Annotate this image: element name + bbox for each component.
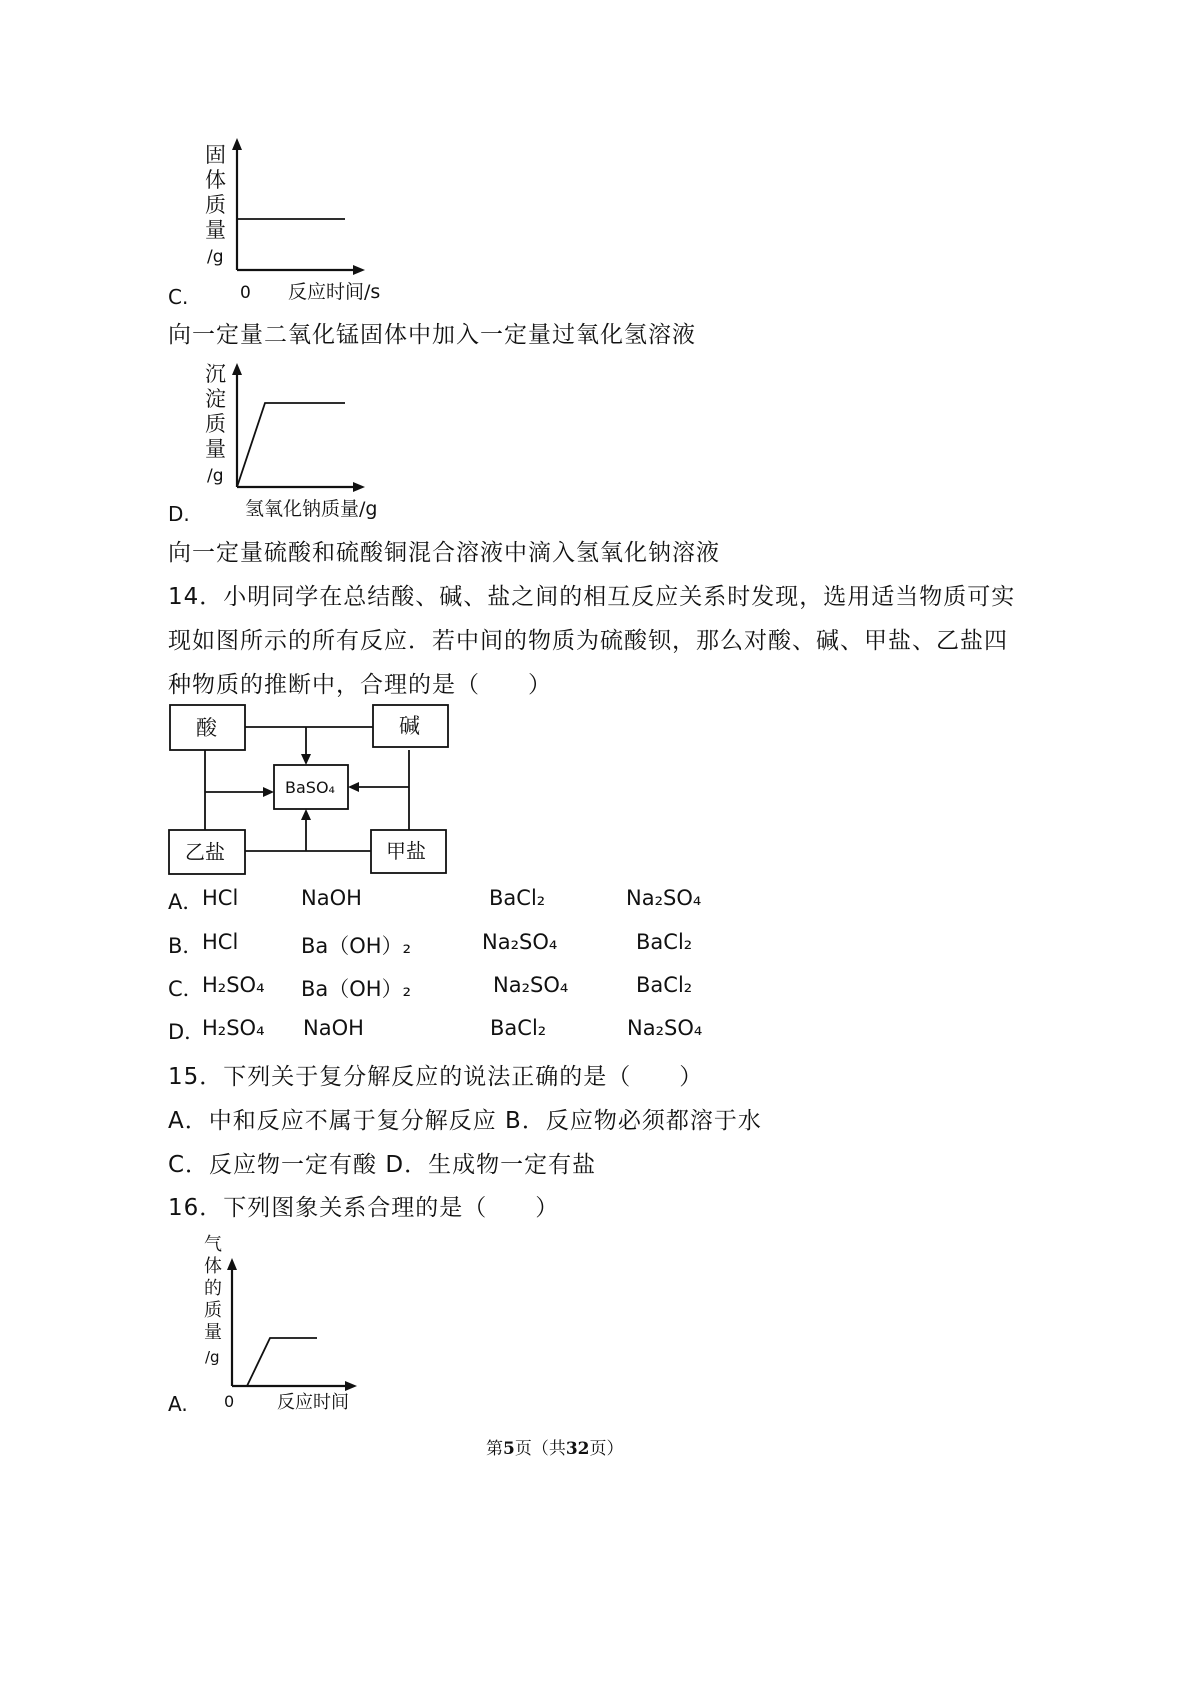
- q14-option-a-label: A．: [168, 890, 204, 914]
- q15-options-line-1[interactable]: A．中和反应不属于复分解反应 B．反应物必须都溶于水: [168, 1108, 762, 1134]
- footer-prefix: 第: [486, 1439, 503, 1459]
- arrow-top: [301, 754, 311, 765]
- footer-suffix: 页）: [589, 1439, 624, 1459]
- graph-d-y-arrow: [232, 363, 242, 375]
- svg-text:量: 量: [205, 437, 226, 461]
- graph-d-xlabel: 氢氧化钠质量/g: [245, 498, 378, 520]
- q14-option-a-acid: HCl: [202, 886, 239, 910]
- q14-option-c-label: C．: [168, 977, 204, 1001]
- q14-option-d-salt-a: BaCl₂: [490, 1016, 547, 1040]
- graph-c-description: 向一定量二氧化锰固体中加入一定量过氧化氢溶液: [168, 322, 696, 348]
- graph-d-description: 向一定量硫酸和硫酸铜混合溶液中滴入氢氧化钠溶液: [168, 540, 720, 566]
- q14-stem-line-3: 种物质的推断中，合理的是（ ）: [168, 672, 552, 698]
- graph-16a-origin: 0: [224, 1392, 235, 1411]
- graph-16a-x-arrow: [345, 1381, 357, 1391]
- graph-d-x-arrow: [353, 482, 365, 492]
- graph-c-y-arrow: [232, 138, 242, 150]
- q14-option-c-base: Ba（OH）₂: [301, 977, 412, 1001]
- svg-text:量: 量: [205, 218, 226, 242]
- graph-c: [195, 130, 435, 310]
- box-center-label: BaSO₄: [285, 778, 335, 797]
- q16-option-a-label: A.: [168, 1392, 188, 1416]
- arrow-left: [263, 787, 274, 797]
- graph-c-xlabel: 反应时间/s: [288, 281, 381, 303]
- graph-d: [195, 355, 435, 525]
- box-acid-label: 酸: [196, 716, 217, 740]
- svg-text:淀: 淀: [205, 387, 226, 411]
- footer-page-number: 5: [503, 1439, 515, 1459]
- graph-16a-curve: [247, 1338, 317, 1386]
- q14-option-c-acid: H₂SO₄: [202, 973, 265, 997]
- svg-text:质: 质: [204, 1300, 222, 1321]
- q14-option-c-salt-b: BaCl₂: [636, 973, 693, 997]
- graph-16a: [195, 1232, 385, 1422]
- graph-16a-y-arrow: [227, 1258, 237, 1270]
- svg-text:固: 固: [205, 143, 226, 167]
- q14-stem-line-2: 现如图所示的所有反应．若中间的物质为硫酸钡，那么对酸、碱、甲盐、乙盐四: [168, 628, 1008, 654]
- svg-text:质: 质: [205, 193, 226, 217]
- arrow-bottom: [301, 809, 311, 820]
- q14-option-b-salt-b: BaCl₂: [636, 930, 693, 954]
- page-footer: [486, 1434, 624, 1459]
- q16-stem: 16．下列图象关系合理的是（ ）: [168, 1195, 560, 1221]
- reaction-diagram: [165, 700, 460, 880]
- box-salt-b-label: 乙盐: [185, 840, 225, 864]
- footer-mid: 页（共: [514, 1439, 566, 1459]
- q14-option-b-label: B．: [168, 934, 204, 958]
- box-salt-a-label: 甲盐: [386, 839, 426, 863]
- graph-c-ylabel: [205, 143, 226, 267]
- svg-text:气: 气: [204, 1234, 222, 1255]
- footer-total-pages: 32: [565, 1439, 590, 1459]
- q14-option-b-acid: HCl: [202, 930, 239, 954]
- q14-option-a-base: NaOH: [301, 886, 362, 910]
- graph-d-curve: [237, 403, 345, 487]
- q14-stem-line-1: 14．小明同学在总结酸、碱、盐之间的相互反应关系时发现，选用适当物质可实: [168, 584, 1016, 610]
- graph-16a-ylabel: [204, 1234, 222, 1366]
- svg-text:/g: /g: [207, 247, 224, 267]
- arrow-right: [348, 782, 359, 792]
- svg-text:/g: /g: [205, 1348, 220, 1366]
- q14-option-b-salt-a: Na₂SO₄: [482, 930, 558, 954]
- q14-option-d-base: NaOH: [303, 1016, 364, 1040]
- svg-text:体: 体: [204, 1256, 222, 1277]
- q14-option-c-salt-a: Na₂SO₄: [493, 973, 569, 997]
- box-base-label: 碱: [399, 714, 420, 738]
- svg-text:体: 体: [205, 168, 226, 192]
- svg-text:/g: /g: [207, 466, 224, 486]
- graph-c-origin: 0: [240, 283, 251, 303]
- graph-c-x-arrow: [353, 265, 365, 275]
- option-d-label: D.: [168, 502, 190, 526]
- q14-option-a-salt-a: BaCl₂: [489, 886, 546, 910]
- q15-options-line-2[interactable]: C．反应物一定有酸 D．生成物一定有盐: [168, 1152, 597, 1178]
- svg-text:量: 量: [204, 1322, 222, 1343]
- q14-option-a-salt-b: Na₂SO₄: [626, 886, 702, 910]
- q14-option-d-salt-b: Na₂SO₄: [627, 1016, 703, 1040]
- graph-16a-xlabel: 反应时间: [277, 1392, 349, 1413]
- q14-option-d-acid: H₂SO₄: [202, 1016, 265, 1040]
- graph-d-ylabel: [205, 362, 226, 486]
- q14-option-d-label: D．: [168, 1020, 206, 1044]
- option-c-label: C.: [168, 285, 189, 309]
- q14-option-b-base: Ba（OH）₂: [301, 934, 412, 958]
- svg-text:的: 的: [204, 1278, 222, 1299]
- svg-text:沉: 沉: [205, 362, 226, 386]
- q15-stem: 15．下列关于复分解反应的说法正确的是（ ）: [168, 1064, 704, 1090]
- svg-text:质: 质: [205, 412, 226, 436]
